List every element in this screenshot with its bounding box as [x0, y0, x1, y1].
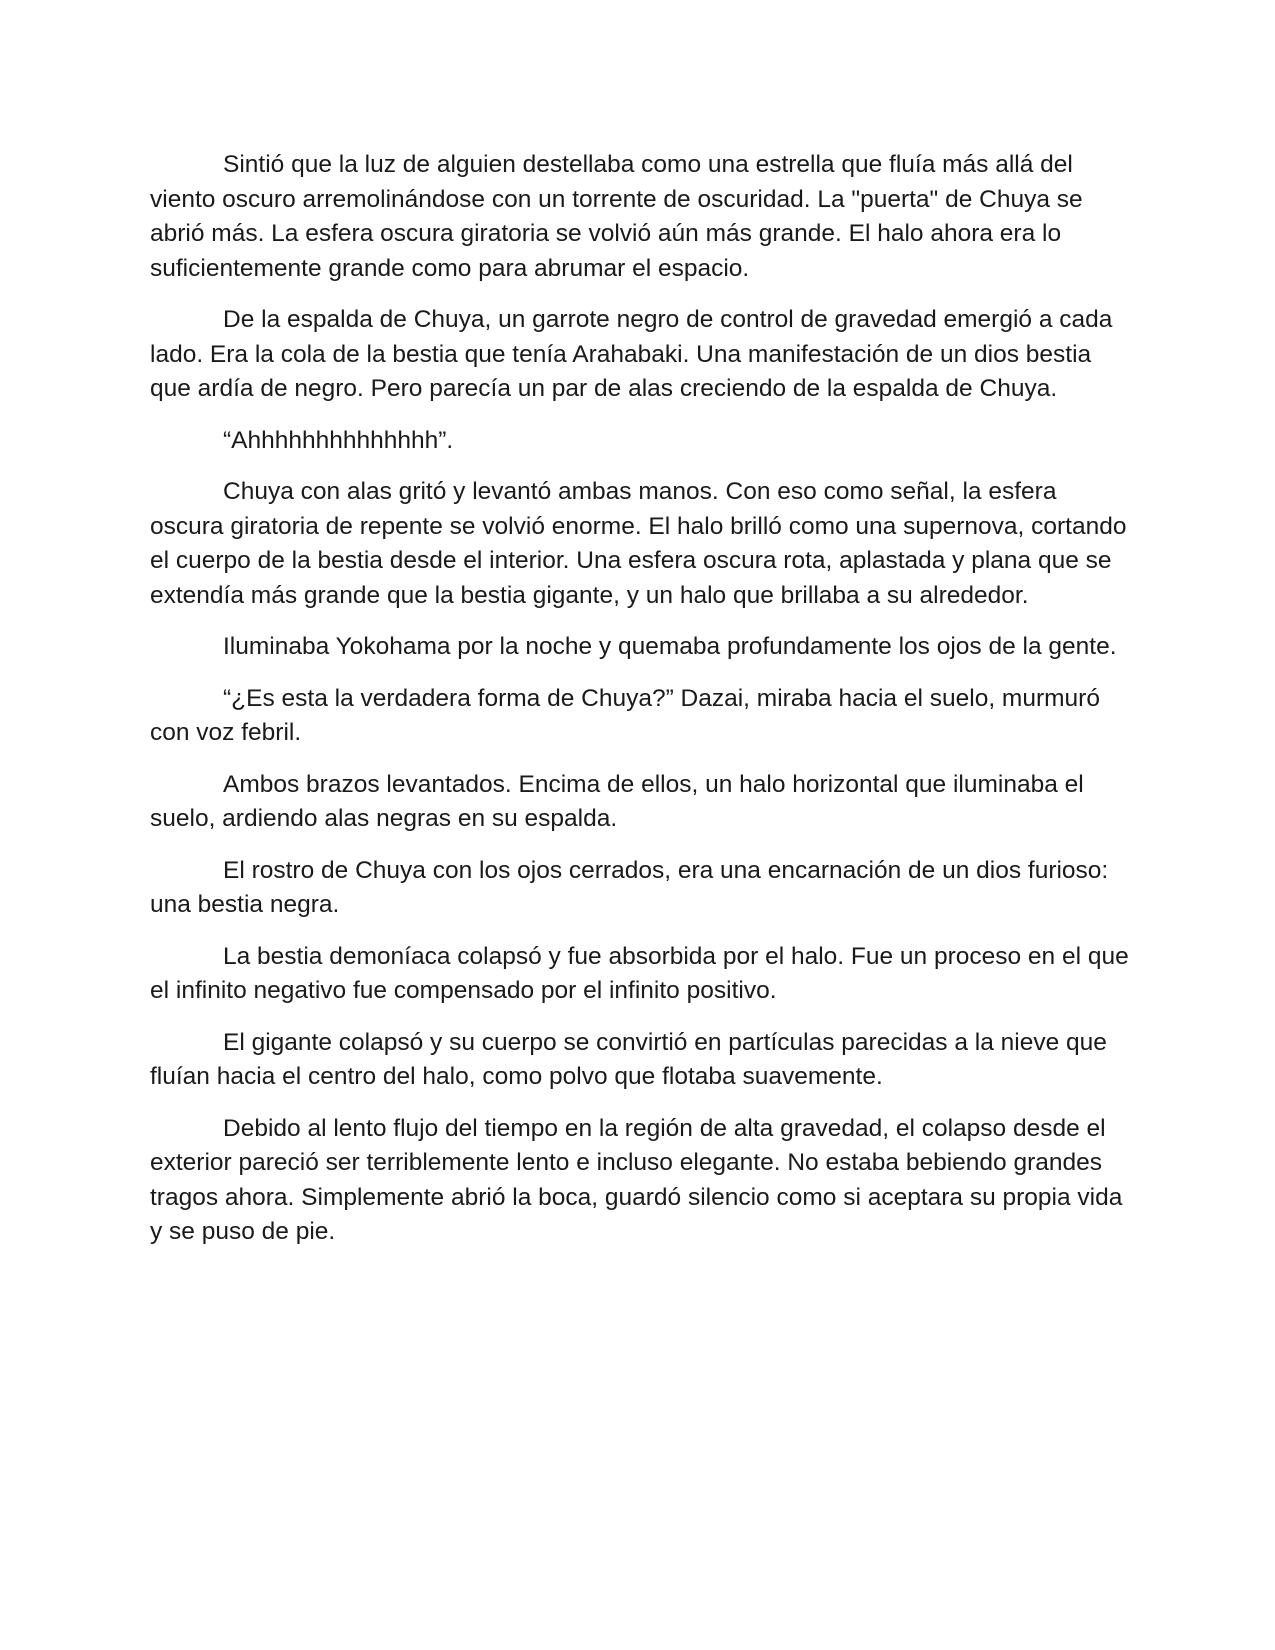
paragraph: De la espalda de Chuya, un garrote negro de control de gravedad emergió a cada lado. Era la cola de la bestia que tenía Arahabaki. Una manifestación de un dios bestia que ardía de negro. Pero parecía un par de alas creciendo de la espalda de Chuya. [150, 306, 1113, 402]
paragraph: Sintió que la luz de alguien destellaba como una estrella que fluía más allá del viento oscuro arremolinándose con un torrente de oscuridad. La "puerta" de Chuya se abrió más. La esfera oscura giratoria se volvió aún más grande. El halo ahora era lo suficientemente grande como para abrumar el espacio. [150, 151, 1083, 282]
paragraph: Ambos brazos levantados. Encima de ellos, un halo horizontal que iluminaba el suelo, ardiendo alas negras en su espalda. [150, 770, 1084, 832]
paragraph: “¿Es esta la verdadera forma de Chuya?” Dazai, miraba hacia el suelo, murmuró con voz febril. [150, 684, 1100, 746]
paragraph: “Ahhhhhhhhhhhhhh”. [223, 426, 454, 454]
paragraph: Chuya con alas gritó y levantó ambas manos. Con eso como señal, la esfera oscura giratoria de repente se volvió enorme. El halo brilló como una supernova, cortando el cuerpo de la bestia desde el interior. Una esfera oscura rota, aplastada y plana que se extendía más grande que la bestia gigante, y un halo que brillaba a su alrededor. [150, 478, 1127, 609]
paragraph: Iluminaba Yokohama por la noche y quemaba profundamente los ojos de la gente. [223, 633, 1117, 660]
paragraph: El rostro de Chuya con los ojos cerrados, era una encarnación de un dios furioso: una bestia negra. [150, 856, 1109, 918]
paragraph: El gigante colapsó y su cuerpo se convirtió en partículas parecidas a la nieve que fluían hacia el centro del halo, como polvo que flotaba suavemente. [150, 1028, 1107, 1090]
document-body [150, 148, 1130, 1267]
paragraph: La bestia demoníaca colapsó y fue absorbida por el halo. Fue un proceso en el que el infinito negativo fue compensado por el infinito positivo. [150, 942, 1129, 1004]
paragraph: Debido al lento flujo del tiempo en la región de alta gravedad, el colapso desde el exterior pareció ser terriblemente lento e incluso elegante. No estaba bebiendo grandes tragos ahora. Simplemente abrió la boca, guardó silencio como si aceptara su propia vida y se puso de pie. [150, 1114, 1123, 1245]
